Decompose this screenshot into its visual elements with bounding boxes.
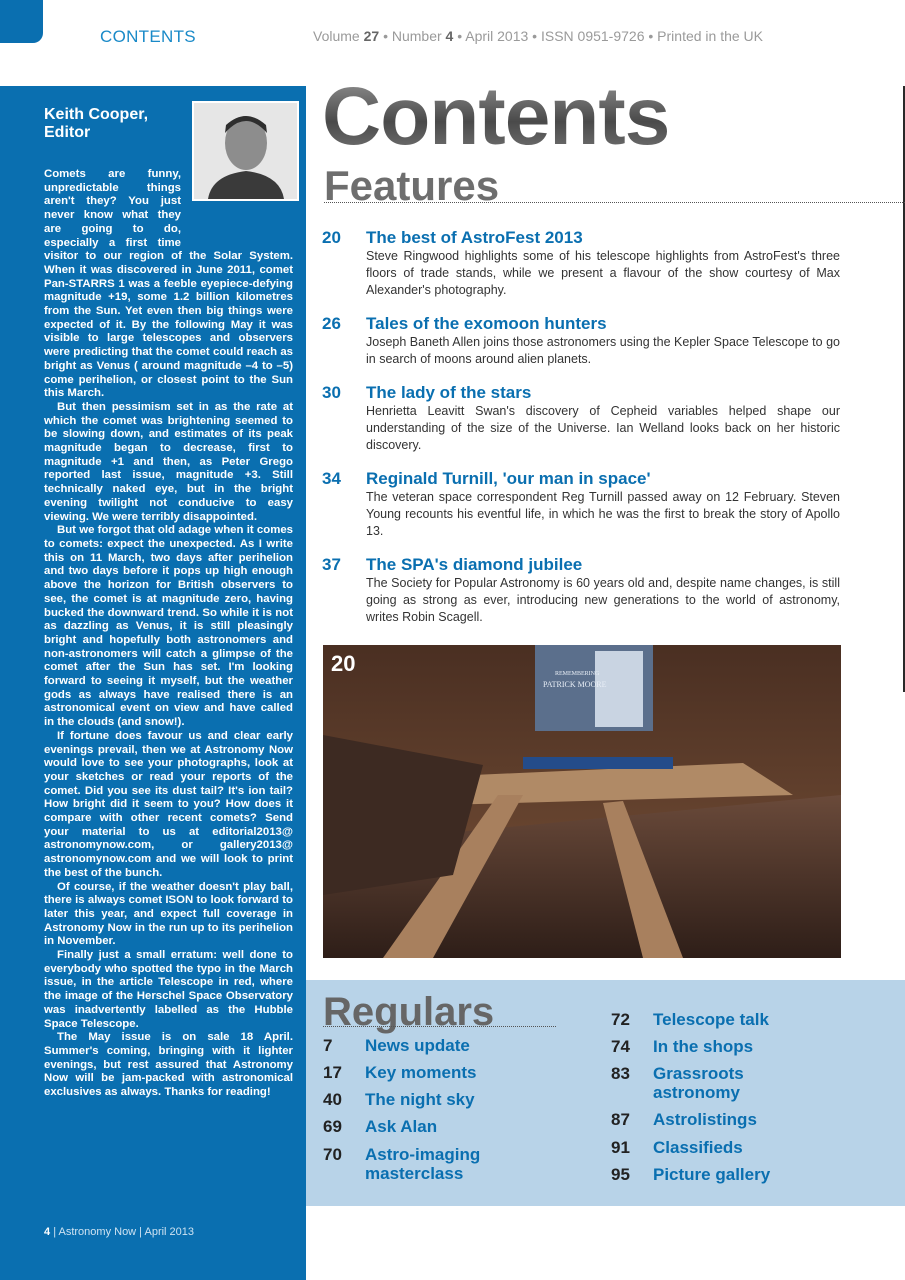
editor-paragraph: Comets are funny, unpredictable things aren't they? You just never know what they are going to do, especially a first time visitor to our region of the Solar System. When it was discovered in June 2011, comet Pan-STARRS 1 was a feeble eyepiece-defying magnitude +19, some 1.2 billion kilometres from the Sun. Yet even then big things were expected of it. By the following May it was visible to large telescopes and observers were predicting that the comet could reach as bright as Venus ( around magnitude –4 to –5) come perihelion, or closest point to the Sun this March. [44,168,293,400]
editor-letter [44,168,293,1100]
photo-page-number: 20 [331,651,356,676]
regular-label[interactable]: Grassroots astronomy [653,1064,744,1102]
regular-page: 69 [323,1117,342,1136]
volume-label: Volume [313,28,360,44]
astrofest-photo[interactable] [323,645,841,958]
feature-title[interactable]: The lady of the stars [366,383,532,402]
feature-page: 34 [322,469,341,488]
editor-paragraph: If fortune does favour us and clear early evenings prevail, then we at Astronomy Now would love to see your photographs, look at your sketches or read your reports of the comet. Did you see its dust tail? It's ion tail? How bright did it seem to you? How does it compare with other recent comets? Send your material to us at editorial2013@ astronomynow.com, or gallery2013@ astronomynow.com and we will look to print the best of the bunch. [44,729,293,879]
feature-title[interactable]: Tales of the exomoon hunters [366,314,607,333]
regulars-panel [306,980,905,1206]
feature-description: Henrietta Leavitt Swan's discovery of Cepheid variables helped shape our understanding of the size of the Universe. Ian Welland looks back on her historic discovery. [366,404,840,452]
regular-label[interactable]: Telescope talk [653,1010,769,1029]
regular-label[interactable]: In the shops [653,1037,754,1056]
regular-label[interactable]: Picture gallery [653,1165,771,1184]
issue-number: 4 [445,28,454,44]
editor-name: Keith Cooper, Editor [44,106,149,141]
regular-page: 72 [611,1010,630,1029]
editor-paragraph: Of course, if the weather doesn't play ball, there is always comet ISON to look forward to later this year, and expect full coverage in Astronomy Now in the run up to its perihelion in November. [44,880,293,948]
regular-page: 40 [323,1090,342,1109]
feature-page: 30 [322,383,341,402]
footer-text: | Astronomy Now | April 2013 [53,1226,195,1238]
page-title: Contents [322,71,670,162]
editor-sidebar [0,86,306,1280]
section-label: CONTENTS [100,27,196,46]
feature-description: Joseph Baneth Allen joins those astronomers using the Kepler Space Telescope to go in search of moons around alien planets. [366,335,840,366]
regular-page: 87 [611,1110,630,1129]
regular-label[interactable]: Ask Alan [365,1117,438,1136]
feature-description: The Society for Popular Astronomy is 60 years old and, despite name changes, is still going as strong as ever, introducing new generations to the world of astronomy, writes Robin Scagell. [366,576,840,624]
page-footer [44,1226,194,1238]
regular-label[interactable]: Astro-imaging masterclass [365,1145,481,1183]
feature-title[interactable]: The SPA's diamond jubilee [366,555,583,574]
regulars-divider [323,1026,556,1027]
regular-page: 95 [611,1165,630,1184]
regular-label[interactable]: News update [365,1036,470,1055]
corner-tab [0,0,43,43]
editor-paragraph: Finally just a small erratum: well done to everybody who spotted the typo in the March issue, in the article Telescope in red, where the image of the Herschel Space Observatory was inadvertently labelled as the Hubble Space Telescope. [44,949,293,1030]
feature-page: 20 [322,228,341,247]
editor-paragraph: The May issue is on sale 18 April. Summer's coming, bringing with it lighter evenings, but rest assured that Astronomy Now will be jam-packed with astronomical exclusives as always. Thanks for reading! [44,1031,293,1099]
number-label: • Number [383,28,442,44]
regular-page: 7 [323,1036,333,1055]
issue-meta [313,28,763,44]
screen-caption-2: PATRICK MOORE [543,680,607,689]
regular-page: 74 [611,1037,630,1056]
regular-page: 83 [611,1064,630,1083]
editor-paragraph: But then pessimism set in as the rate at which the comet was brightening seemed to be slowing down, and estimates of its peak magnitude began to decrease, first to magnitude +1 and then, as Peter Grego reported last issue, magnitude +3. Still technically naked eye, but in the bright evening twilight not conducive to easy viewing. We were terribly disappointed. [44,400,293,523]
regular-label[interactable]: Classifieds [653,1138,743,1157]
regular-label[interactable]: Astrolistings [653,1110,757,1129]
features-divider [324,202,905,203]
feature-title[interactable]: Reginald Turnill, 'our man in space' [366,469,651,488]
regular-label[interactable]: The night sky [365,1090,475,1109]
features-heading: Features [324,162,500,209]
regular-page: 91 [611,1138,630,1157]
footer-page-number: 4 [44,1226,51,1238]
feature-description: Steve Ringwood highlights some of his telescope highlights from AstroFest's three floors of trade stands, while we present a flavour of the show courtesy of Max Alexander's photography. [366,249,840,297]
screen-caption-1: REMEMBERING [555,671,600,677]
auditorium-image [323,645,841,958]
feature-description: The veteran space correspondent Reg Turnill passed away on 12 February. Steven Young recounts his eventful life, in which he was the first to break the story of Apollo 13. [366,490,840,538]
issue-details: • April 2013 • ISSN 0951-9726 • Printed in the UK [457,28,764,44]
feature-page: 37 [322,555,341,574]
regular-page: 17 [323,1063,342,1082]
feature-page: 26 [322,314,341,333]
editor-paragraph: But we forgot that old adage when it comes to comets: expect the unexpected. As I write this on 11 March, two days after perihelion and two days before it pops up high enough above the horizon for British observers to see, the comet is at magnitude zero, having bucked the downward trend. So while it is not as dazzling as Venus, it is still pleasingly bright and hopefully both astronomers and non-astronomers will catch a glimpse of the comet after the Sun has set. I'm looking forward to seeing it myself, but the weather gods as always have realised there is an astronomical event on view and have called in the clouds (and snow!). [44,524,293,729]
regular-label[interactable]: Key moments [365,1063,477,1082]
regular-page: 70 [323,1145,342,1164]
volume-number: 27 [363,28,380,44]
regulars-heading: Regulars [323,990,495,1034]
feature-title[interactable]: The best of AstroFest 2013 [366,228,583,247]
